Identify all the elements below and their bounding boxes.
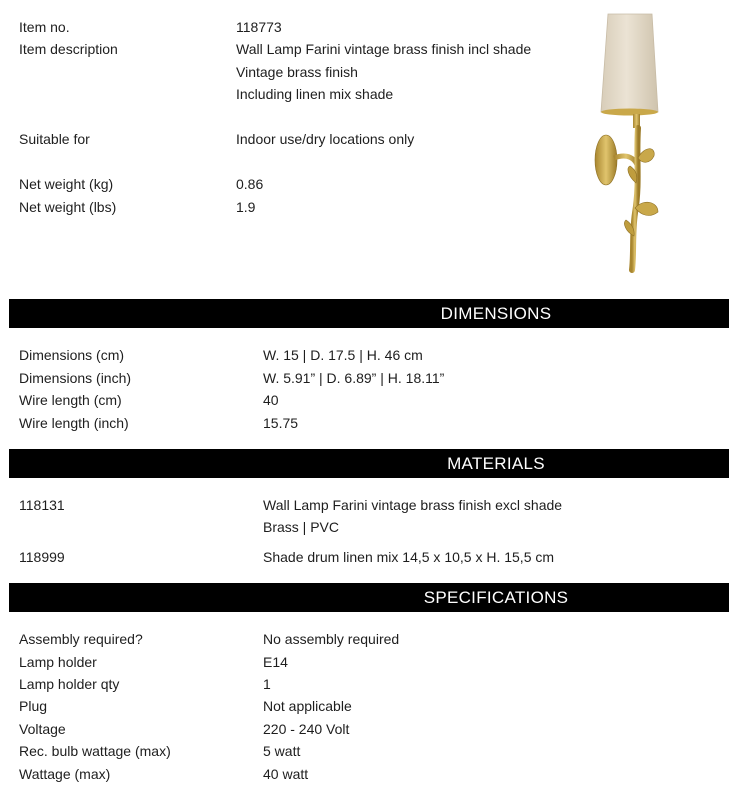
- net-weight-kg-label: Net weight (kg): [19, 176, 114, 192]
- bulb-wattage-value: 5 watt: [263, 743, 301, 759]
- voltage-value: 220 - 240 Volt: [263, 721, 350, 737]
- item-no-value: 118773: [236, 19, 282, 35]
- wire-length-cm-label: Wire length (cm): [19, 392, 122, 408]
- dimensions-heading: DIMENSIONS: [440, 304, 552, 323]
- item-description-label: Item description: [19, 41, 118, 57]
- suitable-for-value: Indoor use/dry locations only: [236, 131, 415, 147]
- wattage-max-value: 40 watt: [263, 766, 309, 782]
- wire-length-inch-label: Wire length (inch): [19, 415, 129, 431]
- lamp-holder-value: E14: [263, 654, 288, 670]
- item-description-line: Vintage brass finish: [236, 64, 358, 80]
- specifications-heading: SPECIFICATIONS: [423, 588, 569, 607]
- dimensions-inch-label: Dimensions (inch): [19, 370, 132, 386]
- assembly-value: No assembly required: [263, 631, 400, 647]
- material-code: 118999: [19, 549, 65, 565]
- specifications-header: [9, 583, 729, 612]
- net-weight-kg-value: 0.86: [236, 176, 264, 192]
- dimensions-header: [9, 299, 729, 328]
- material-description: Shade drum linen mix 14,5 x 10,5 x H. 15,5 cm: [263, 549, 555, 565]
- wall-lamp-image: [572, 8, 692, 278]
- suitable-for-label: Suitable for: [19, 131, 90, 147]
- lamp-holder-qty-value: 1: [263, 676, 271, 692]
- material-code: 118131: [19, 497, 65, 513]
- material-description: Wall Lamp Farini vintage brass finish excl shade: [263, 497, 563, 513]
- plug-value: Not applicable: [263, 698, 352, 714]
- materials-heading: MATERIALS: [447, 454, 545, 473]
- voltage-label: Voltage: [19, 721, 66, 737]
- net-weight-lbs-label: Net weight (lbs): [19, 199, 117, 215]
- wire-length-cm-value: 40: [263, 392, 279, 408]
- lamp-holder-qty-label: Lamp holder qty: [19, 676, 120, 692]
- assembly-label: Assembly required?: [19, 631, 143, 647]
- wire-length-inch-value: 15.75: [263, 415, 299, 431]
- dimensions-cm-value: W. 15 | D. 17.5 | H. 46 cm: [263, 347, 423, 363]
- lamp-holder-label: Lamp holder: [19, 654, 97, 670]
- plug-label: Plug: [19, 698, 48, 714]
- bulb-wattage-label: Rec. bulb wattage (max): [19, 743, 171, 759]
- item-no-label: Item no.: [19, 19, 70, 35]
- materials-header: [9, 449, 729, 478]
- item-description-line: Including linen mix shade: [236, 86, 394, 102]
- net-weight-lbs-value: 1.9: [236, 199, 256, 215]
- wattage-max-label: Wattage (max): [19, 766, 111, 782]
- dimensions-inch-value: W. 5.91” | D. 6.89” | H. 18.11”: [263, 370, 445, 386]
- material-composition: Brass | PVC: [263, 519, 339, 535]
- item-description-line: Wall Lamp Farini vintage brass finish incl shade: [236, 41, 532, 57]
- dimensions-cm-label: Dimensions (cm): [19, 347, 125, 363]
